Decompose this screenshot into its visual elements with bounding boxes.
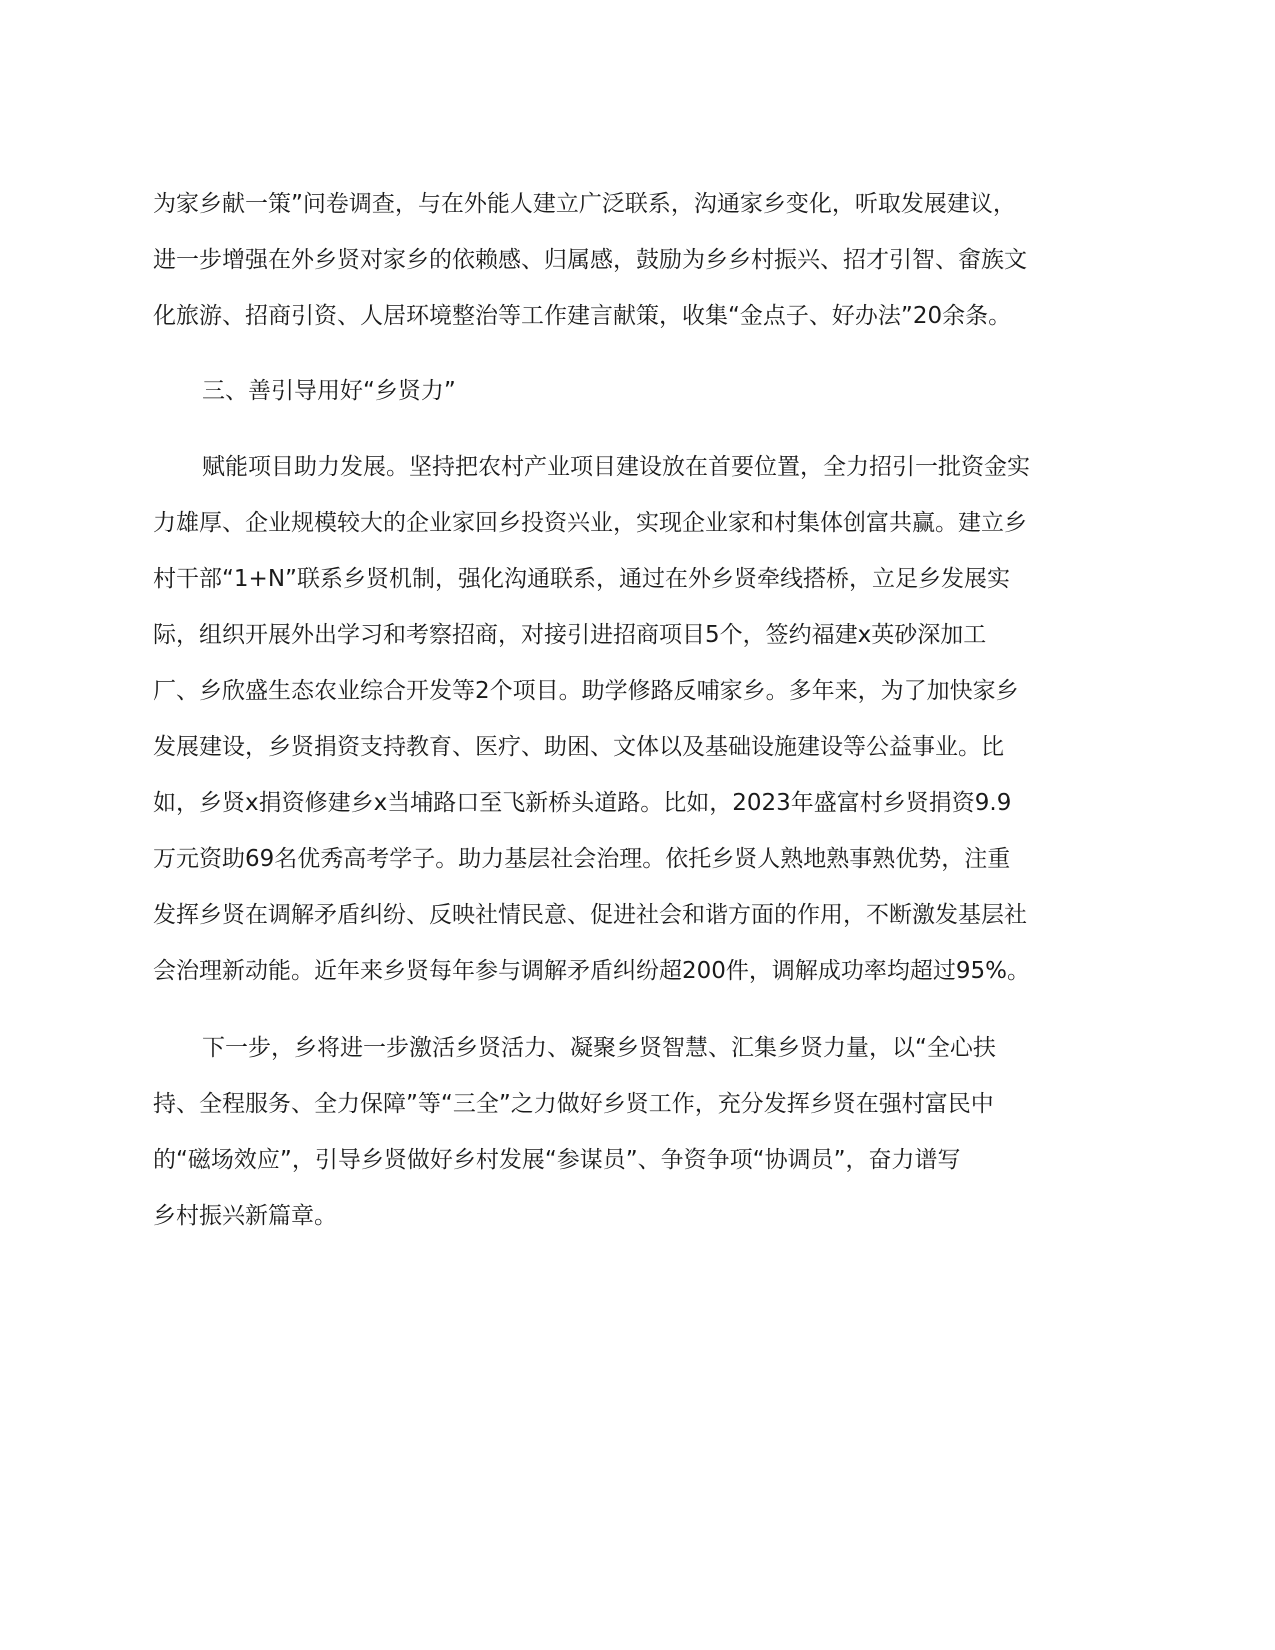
- text-line-15: 下一步，乡将进一步激活乡贤活力、凝聚乡贤智慧、汇集乡贤力量，以“全心扶: [202, 1035, 996, 1061]
- text-line-1: 为家乡献一策”问卷调查，与在外能人建立广泛联系，沟通家乡变化，听取发展建议，: [153, 191, 1016, 217]
- text-line-8: 际，组织开展外出学习和考察招商，对接引进招商项目5个，签约福建x英砂深加工: [153, 622, 987, 648]
- text-line-18: 乡村振兴新篇章。: [153, 1203, 337, 1229]
- text-line-14: 会治理新动能。近年来乡贤每年参与调解矛盾纠纷超200件，调解成功率均超过95%。: [153, 958, 1031, 984]
- text-line-13: 发挥乡贤在调解矛盾纠纷、反映社情民意、促进社会和谐方面的作用，不断激发基层社: [153, 902, 1027, 928]
- text-line-10: 发展建设，乡贤捐资支持教育、医疗、助困、文体以及基础设施建设等公益事业。比: [153, 734, 1004, 760]
- text-line-17: 的“磁场效应”，引导乡贤做好乡村发展“参谋员”、争资争项“协调员”，奋力谱写: [153, 1147, 961, 1173]
- text-line-7: 村干部“1+N”联系乡贤机制，强化沟通联系，通过在外乡贤牵线搭桥，立足乡发展实: [153, 566, 1010, 592]
- text-line-3: 化旅游、招商引资、人居环境整治等工作建言献策，收集“金点子、好办法”20余条。: [153, 303, 1012, 329]
- section-heading: 三、善引导用好“乡贤力”: [202, 378, 456, 404]
- text-line-6: 力雄厚、企业规模较大的企业家回乡投资兴业，实现企业家和村集体创富共赢。建立乡: [153, 510, 1027, 536]
- text-line-9: 厂、乡欣盛生态农业综合开发等2个项目。助学修路反哺家乡。多年来，为了加快家乡: [153, 678, 1019, 704]
- text-line-11: 如，乡贤x捐资修建乡x当埔路口至飞新桥头道路。比如，2023年盛富村乡贤捐资9.9: [153, 790, 1012, 816]
- text-line-12: 万元资助69名优秀高考学子。助力基层社会治理。依托乡贤人熟地熟事熟优势，注重: [153, 846, 1011, 872]
- text-line-16: 持、全程服务、全力保障”等“三全”之力做好乡贤工作，充分发挥乡贤在强村富民中: [153, 1091, 994, 1117]
- text-line-2: 进一步增强在外乡贤对家乡的依赖感、归属感，鼓励为乡乡村振兴、招才引智、畲族文: [153, 247, 1027, 273]
- text-line-5: 赋能项目助力发展。坚持把农村产业项目建设放在首要位置，全力招引一批资金实: [202, 454, 1030, 480]
